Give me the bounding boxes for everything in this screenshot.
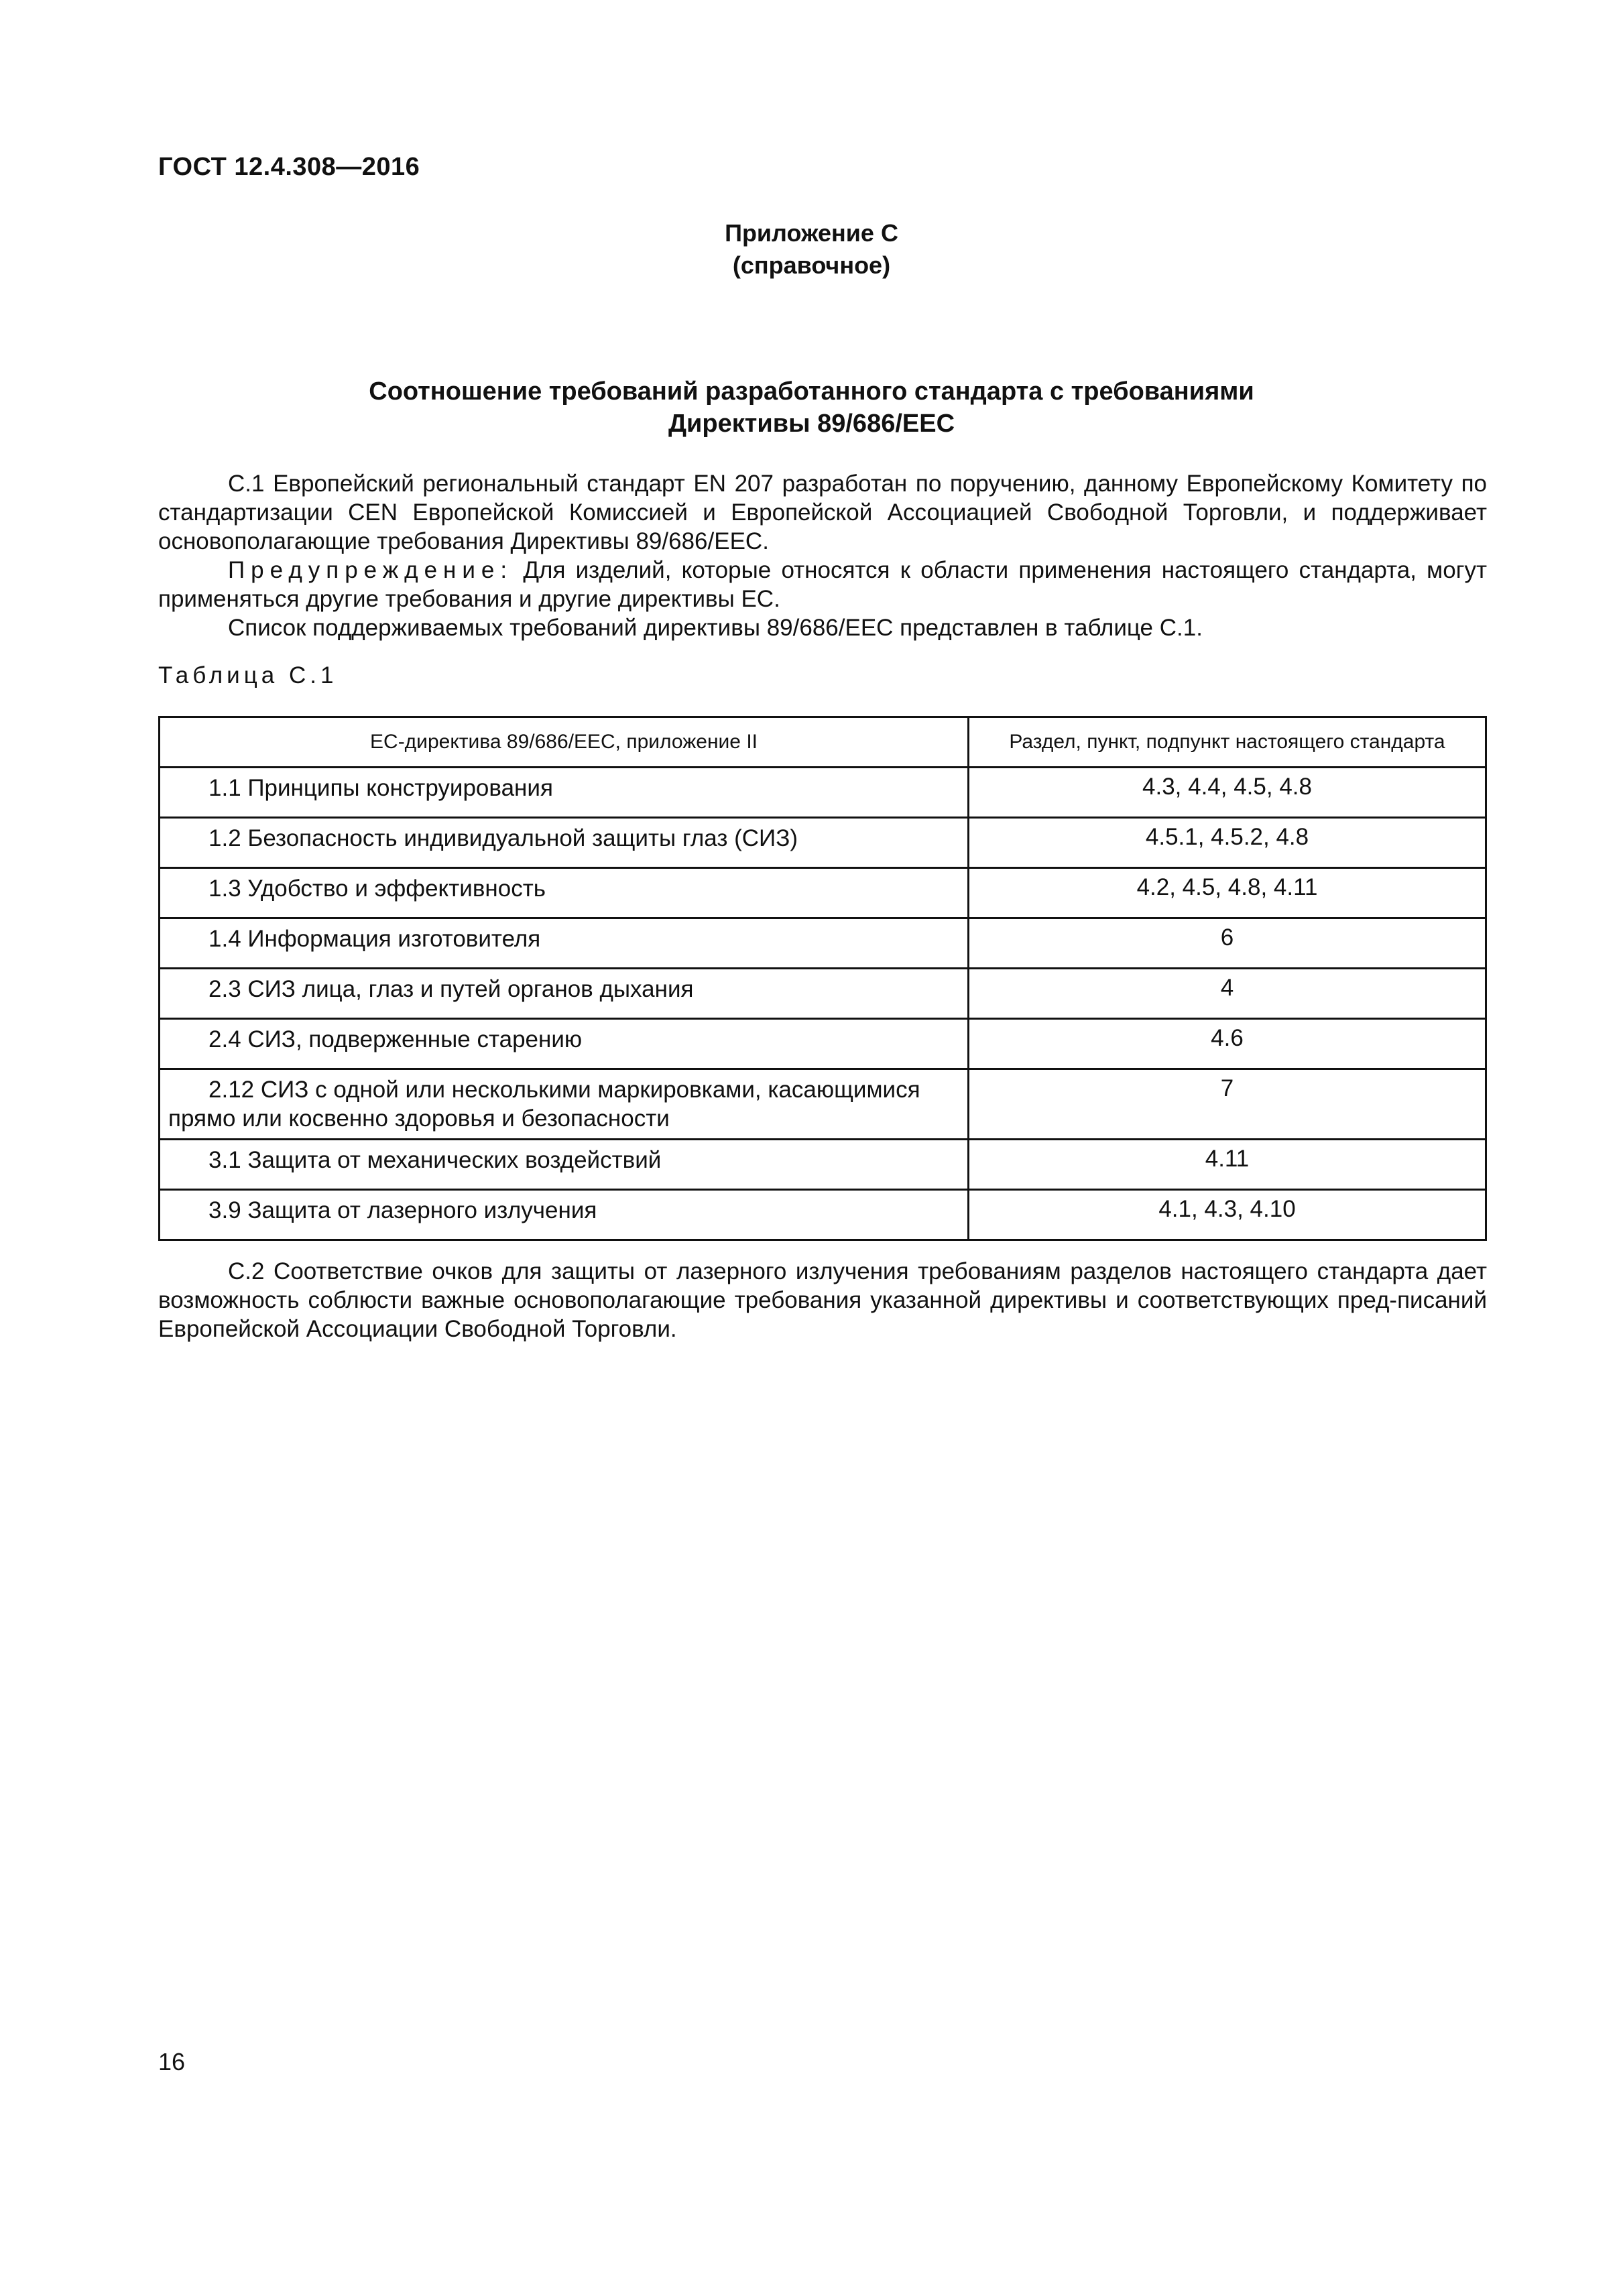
page-number: 16 (158, 2048, 186, 2075)
table-row (160, 1069, 1486, 1140)
table-reference-paragraph: Список поддерживаемых требований директивы 89/686/ЕЕС представлен в таблице С.1. (228, 615, 1203, 641)
warning-paragraph (158, 556, 1487, 613)
requirement-cell: 1.3 Удобство и эффективность (160, 868, 969, 918)
appendix-heading (0, 217, 1623, 282)
sections-cell: 6 (969, 918, 1486, 969)
section-title (0, 375, 1623, 440)
requirement-cell: 3.9 Защита от лазерного излучения (160, 1190, 969, 1240)
table-row (160, 969, 1486, 1019)
intro-text (158, 469, 1487, 642)
sections-cell: 4.6 (969, 1019, 1486, 1069)
sections-cell: 4.1, 4.3, 4.10 (969, 1190, 1486, 1240)
table-header-row (160, 717, 1486, 768)
sections-cell: 4.5.1, 4.5.2, 4.8 (969, 818, 1486, 868)
sections-cell: 4.2, 4.5, 4.8, 4.11 (969, 868, 1486, 918)
warning-label: Предупреждение: (228, 557, 514, 583)
appendix-title: Приложение С (725, 219, 898, 247)
requirement-cell: 3.1 Защита от механических воздействий (160, 1140, 969, 1190)
table-row (160, 918, 1486, 969)
closing-text (158, 1257, 1487, 1343)
table-row (160, 1019, 1486, 1069)
table-row (160, 868, 1486, 918)
paragraph-c1: С.1 Европейский региональный стандарт EN 207 разработан по поручению, данному Европейскому Комитету по стандартизации CEN Европейской Комиссией и Европейской Ассоциацией Свободной Торговли, и поддерживает основополагающие требования Директивы 89/686/ЕЕС. (158, 471, 1487, 554)
table-label: Таблица С.1 (158, 662, 338, 688)
warning-text: Для изделий, которые относятся к области применения настоящего стандарта, могут применяться другие требования и другие директивы ЕС. (158, 557, 1487, 612)
table-row (160, 1140, 1486, 1190)
document-code: ГОСТ 12.4.308—2016 (158, 153, 420, 181)
requirement-cell: 1.4 Информация изготовителя (160, 918, 969, 969)
requirement-cell: 1.1 Принципы конструирования (160, 768, 969, 818)
requirements-table (158, 716, 1487, 1241)
table-header-directive: ЕС-директива 89/686/ЕЕС, приложение II (160, 717, 969, 768)
section-title-line1: Соотношение требований разработанного стандарта с требованиями (369, 377, 1254, 406)
sections-cell: 4 (969, 969, 1486, 1019)
requirement-cell: 2.12 СИЗ с одной или несколькими маркировками, касающимися прямо или косвенно здоровья и безопасности (160, 1069, 969, 1140)
requirement-cell: 2.3 СИЗ лица, глаз и путей органов дыхания (160, 969, 969, 1019)
sections-cell: 7 (969, 1069, 1486, 1140)
paragraph-c2: С.2 Соответствие очков для защиты от лазерного излучения требованиям разделов настоящего стандарта дает возможность соблюсти важные основополагающие требования указанной директивы и соответствующих пред-писаний Европейской Ассоциации Свободной Торговли. (158, 1258, 1487, 1342)
table-row (160, 818, 1486, 868)
section-title-line2: Директивы 89/686/ЕЕС (668, 410, 955, 438)
appendix-subtitle: (справочное) (732, 251, 891, 279)
requirement-cell: 2.4 СИЗ, подверженные старению (160, 1019, 969, 1069)
sections-cell: 4.11 (969, 1140, 1486, 1190)
table-row (160, 1190, 1486, 1240)
requirement-cell: 1.2 Безопасность индивидуальной защиты глаз (СИЗ) (160, 818, 969, 868)
table-header-sections: Раздел, пункт, подпункт настоящего стандарта (969, 717, 1486, 768)
table-row (160, 768, 1486, 818)
sections-cell: 4.3, 4.4, 4.5, 4.8 (969, 768, 1486, 818)
